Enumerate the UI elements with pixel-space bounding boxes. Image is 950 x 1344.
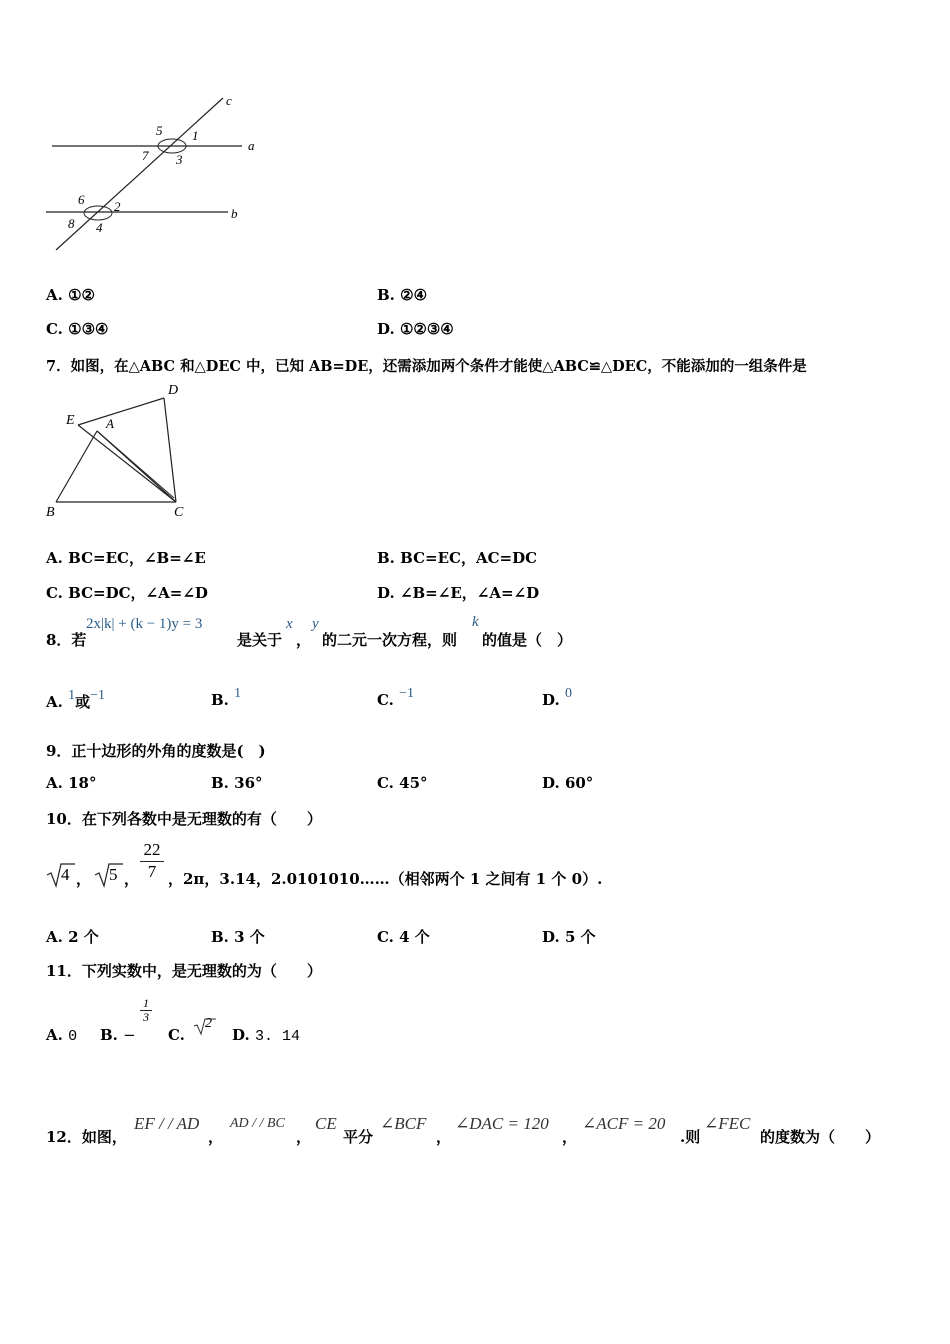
label-a-pt: A: [106, 416, 114, 431]
q7-option-b[interactable]: B. BC=EC，AC=DC: [377, 549, 538, 567]
q10-sep-2: ，: [124, 870, 140, 888]
q11-stem: 11．下列实数中，是无理数的为（ ）: [46, 962, 322, 980]
triangles-figure: [40, 380, 200, 520]
q9-stem: 9．正十边形的外角的度数是( ): [46, 742, 266, 760]
label-a: a: [248, 138, 255, 153]
q8-var-y: y: [312, 616, 319, 632]
q12-bisect-text: 平分: [343, 1128, 374, 1146]
q7-stem: 7．如图，在△ABC 和△DEC 中，已知 AB=DE，还需添加两个条件才能使△ABC≌△DEC，不能添加的一组条件是: [46, 358, 807, 375]
q12-comma-2: ，: [296, 1128, 312, 1146]
angle-5: 5: [156, 123, 163, 138]
q8-mid1: 是关于: [237, 631, 283, 649]
q8-var-x: x: [286, 616, 293, 632]
q9-option-d[interactable]: D. 60°: [542, 774, 594, 792]
angle-8: 8: [68, 216, 75, 231]
q6-option-a[interactable]: A. ①②: [46, 286, 96, 304]
q7-option-a[interactable]: A. BC=EC，∠B=∠E: [46, 549, 206, 567]
q9-option-a[interactable]: A. 18°: [46, 774, 97, 792]
q8-equation: 2x|k| + (k − 1)y = 3: [86, 616, 203, 632]
q8-mid2: 的二元一次方程，则: [322, 631, 458, 649]
q12-angle-acf: ∠ACF = 20: [582, 1114, 666, 1133]
q10-option-a[interactable]: A. 2 个: [46, 928, 99, 946]
label-e: E: [66, 413, 75, 428]
q12-comma-4: ，: [562, 1128, 578, 1146]
fraction-22-7: $\frac{22}{7}$: [140, 840, 164, 882]
q11-option-a[interactable]: A. 0: [46, 1026, 78, 1045]
label-d: D: [168, 383, 179, 398]
q11-option-d[interactable]: D. 3. 14: [232, 1026, 300, 1045]
q12-angle-dac: ∠DAC = 120: [455, 1114, 549, 1133]
angle-4: 4: [96, 220, 103, 235]
q8-option-b[interactable]: B. 1: [211, 686, 242, 709]
angle-7: 7: [142, 148, 149, 163]
q12-ce: CE: [315, 1114, 337, 1133]
angle-arc-bottom: [84, 206, 112, 220]
angle-6: 6: [78, 192, 85, 207]
label-c: c: [226, 93, 232, 108]
q12-num: 12．如图，: [46, 1128, 127, 1146]
q10-option-c[interactable]: C. 4 个: [377, 928, 430, 946]
label-b-pt: B: [46, 505, 55, 520]
q11-option-b[interactable]: B. −: [100, 1026, 136, 1044]
fraction-1-3: $\frac{1}{3}$: [140, 997, 152, 1024]
q8-option-c[interactable]: C. −1: [377, 686, 415, 709]
sqrt-2-radicand: 2: [205, 1016, 212, 1031]
q8-end: 的值是（ ）: [482, 631, 573, 649]
q12-then: .则: [680, 1128, 701, 1146]
q10-sep-1: ，: [76, 870, 92, 888]
q6-option-b[interactable]: B. ②④: [377, 286, 428, 304]
transversal-c: [56, 98, 223, 250]
angle-1: 1: [192, 128, 199, 143]
angle-2: 2: [114, 199, 121, 214]
parallel-lines-figure: [40, 92, 280, 262]
q10-stem: 10．在下列各数中是无理数的有（ ）: [46, 810, 322, 828]
q7-option-c[interactable]: C. BC=DC，∠A=∠D: [46, 584, 208, 602]
q9-option-b[interactable]: B. 36°: [211, 774, 263, 792]
q12-comma-1: ，: [208, 1128, 224, 1146]
q12-ef-parallel-ad: EF / / AD: [134, 1114, 200, 1133]
q12-ad-parallel-bc: AD / / BC: [230, 1116, 285, 1131]
q10-rest: ，2π，3.14，2.0101010……（相邻两个 1 之间有 1 个 0）.: [168, 870, 603, 888]
q12-comma-3: ，: [436, 1128, 452, 1146]
q12-angle-bcf: ∠BCF: [380, 1114, 427, 1133]
q9-option-c[interactable]: C. 45°: [377, 774, 428, 792]
q10-option-d[interactable]: D. 5 个: [542, 928, 596, 946]
q6-option-d[interactable]: D. ①②③④: [377, 320, 454, 338]
q8-comma: ，: [296, 631, 312, 649]
label-c-pt: C: [174, 505, 184, 520]
label-b: b: [231, 206, 238, 221]
q8-var-k: k: [472, 614, 479, 630]
q8-option-d[interactable]: D. 0: [542, 686, 572, 709]
q8-option-a[interactable]: A. 1或−1: [46, 688, 106, 711]
q7-option-d[interactable]: D. ∠B=∠E，∠A=∠D: [377, 584, 540, 602]
q12-end: 的度数为（ ）: [760, 1128, 881, 1146]
q11-option-c[interactable]: C.: [168, 1026, 185, 1044]
q8-num: 8．若: [46, 631, 87, 649]
q6-option-c[interactable]: C. ①③④: [46, 320, 109, 338]
angle-3: 3: [176, 152, 183, 167]
sqrt-5-radicand: 5: [109, 865, 118, 884]
q12-angle-fec: ∠FEC: [704, 1114, 751, 1133]
q10-option-b[interactable]: B. 3 个: [211, 928, 265, 946]
sqrt-4-radicand: 4: [61, 865, 70, 884]
